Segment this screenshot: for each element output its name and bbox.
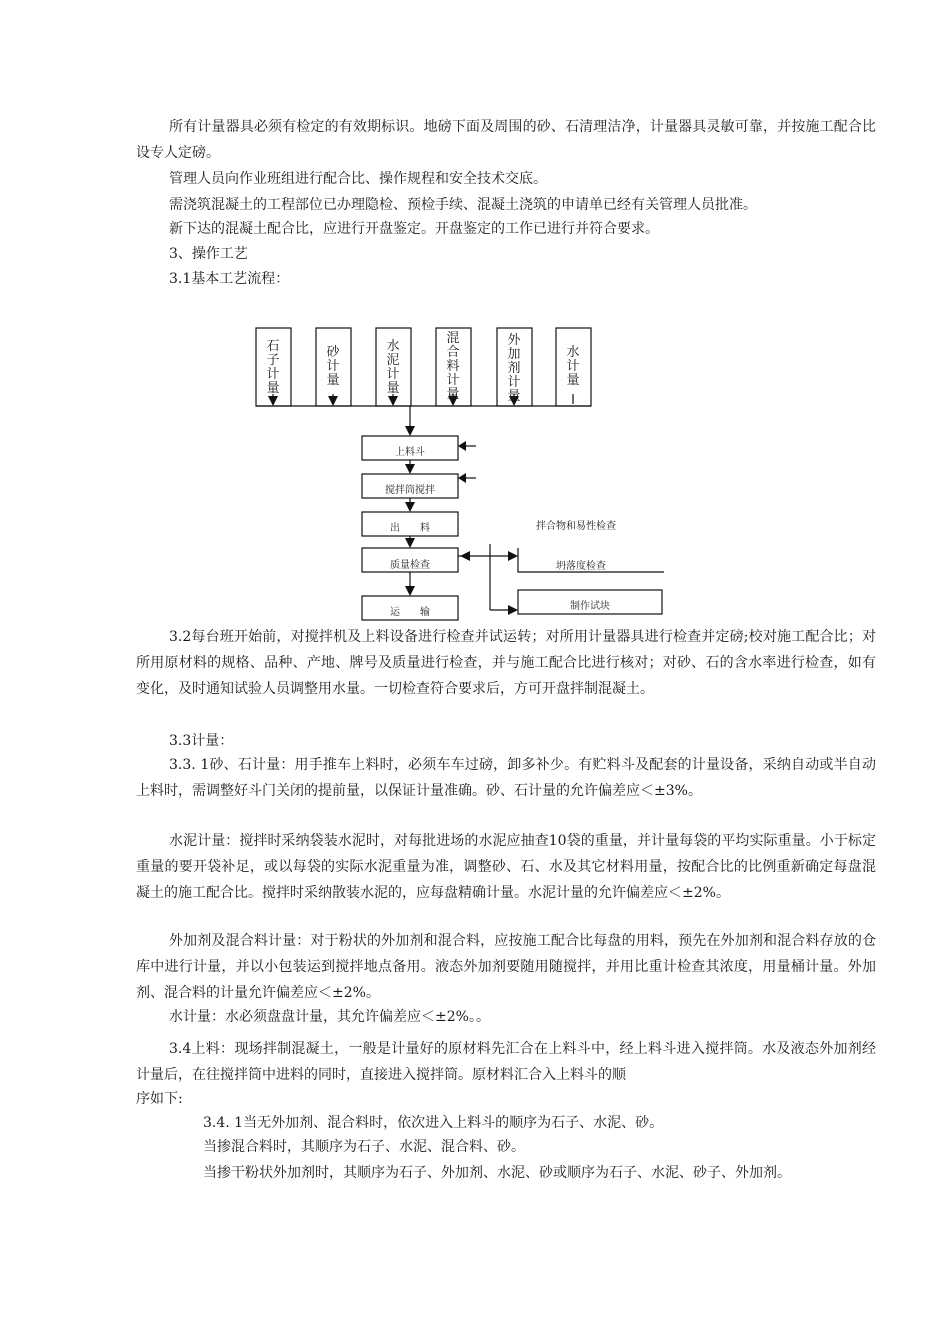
flow-label-stone: 石子计量 (266, 339, 280, 396)
paragraph-water-measurement: 水计量：水必须盘盘计量，其允许偏差应＜±2%。。 (169, 1009, 490, 1025)
flow-label-workability-check: 拌合物和易性检查 (536, 521, 616, 532)
paragraph-feeding-order-admixture: 当掺混合料时，其顺序为石子、水泥、混合料、砂。 (203, 1139, 525, 1155)
flow-label-admixture-material: 混合料计量 (446, 331, 460, 402)
paragraph-feeding: 3.4上料：现场拌制混凝土，一般是计量好的原材料先汇合在上料斗中，经上料斗进入搅拌筒。水及液态外加剂经计量后，在往搅拌筒中进料的同时，直接进入搅拌筒。原材料汇合入上料斗的顺 (136, 1041, 876, 1083)
paragraph-additive-measurement: 外加剂及混合料计量：对于粉状的外加剂和混合料，应按施工配合比每盘的用料，预先在外加剂和混合料存放的仓库中进行计量，并以小包装运到搅拌地点备用。液态外加剂要随用随搅拌，并用比重计检查其浓度，用量桶计量。外加剂、混合料的计量允许偏差应＜±2%。 (136, 933, 876, 1001)
subsection-heading-process-flow: 3.1基本工艺流程： (169, 271, 290, 287)
paragraph-feeding-order-basic: 3.4. 1当无外加剂、混合料时，依次进入上料斗的顺序为石子、水泥、砂。 (203, 1115, 664, 1131)
flow-label-cement: 水泥计量 (386, 339, 400, 396)
paragraph-technical-briefing: 管理人员向作业班组进行配合比、操作规程和安全技术交底。 (169, 171, 547, 187)
section-heading-operation-process: 3、操作工艺 (169, 246, 248, 262)
flow-label-transport: 运 输 (390, 607, 430, 618)
flow-label-slump-check: 坍落度检查 (556, 561, 606, 572)
flow-label-discharge: 出 料 (390, 523, 430, 534)
paragraph-sand-stone-measurement: 3.3. 1砂、石计量：用手推车上料时，必须车车过磅，卸多补少。有贮料斗及配套的计量设备，采纳自动或半自动上料时，需调整好斗门关闭的提前量，以保证计量准确。砂、石计量的允许偏差应＜±3%。 (136, 757, 876, 799)
paragraph-pre-shift-checks: 3.2每台班开始前，对搅拌机及上料设备进行检查并试运转；对所用计量器具进行检查并定磅;校对施工配合比；对所用原材料的规格、品种、产地、牌号及质量进行检查，并与施工配合比进行核对；对砂、石的含水率进行检查，如有变化，及时通知试验人员调整用水量。一切检查符合要求后，方可开盘拌制混凝土。 (136, 629, 876, 697)
paragraph-feeding-order-dry-additive: 当掺干粉状外加剂时，其顺序为石子、外加剂、水泥、砂或顺序为石子、水泥、砂子、外加剂。 (203, 1165, 791, 1181)
flow-label-additive: 外加剂计量 (507, 333, 521, 404)
flow-label-water: 水计量 (566, 345, 580, 388)
flow-label-mixing: 搅拌筒搅拌 (385, 485, 435, 496)
flow-label-specimen: 制作试块 (570, 601, 610, 612)
paragraph-cement-measurement: 水泥计量：搅拌时采纳袋装水泥时，对每批进场的水泥应抽查10袋的重量，并计量每袋的平均实际重量。小于标定重量的要开袋补足，或以每袋的实际水泥重量为准，调整砂、石、水及其它材料用量，按配合比的比例重新确定每盘混凝土的施工配合比。搅拌时采纳散装水泥的，应每盘精确计量。水泥计量的允许偏差应＜±2%。 (136, 833, 876, 901)
paragraph-inspection-procedures: 需浇筑混凝土的工程部位已办理隐检、预检手续、混凝土浇筑的申请单已经有关管理人员批准。 (169, 197, 757, 213)
flow-label-quality-check: 质量检查 (390, 560, 430, 571)
flow-label-hopper: 上料斗 (395, 447, 425, 458)
subsection-heading-measurement: 3.3计量： (169, 733, 234, 749)
paragraph-mix-ratio-appraisal: 新下达的混凝土配合比，应进行开盘鉴定。开盘鉴定的工作已进行并符合要求。 (169, 221, 659, 237)
paragraph-measuring-instruments: 所有计量器具必须有检定的有效期标识。地磅下面及周围的砂、石清理洁净，计量器具灵敏可靠，并按施工配合比设专人定磅。 (136, 119, 876, 161)
flow-label-sand: 砂计量 (326, 345, 340, 388)
paragraph-feeding-continued: 序如下: (136, 1091, 183, 1107)
